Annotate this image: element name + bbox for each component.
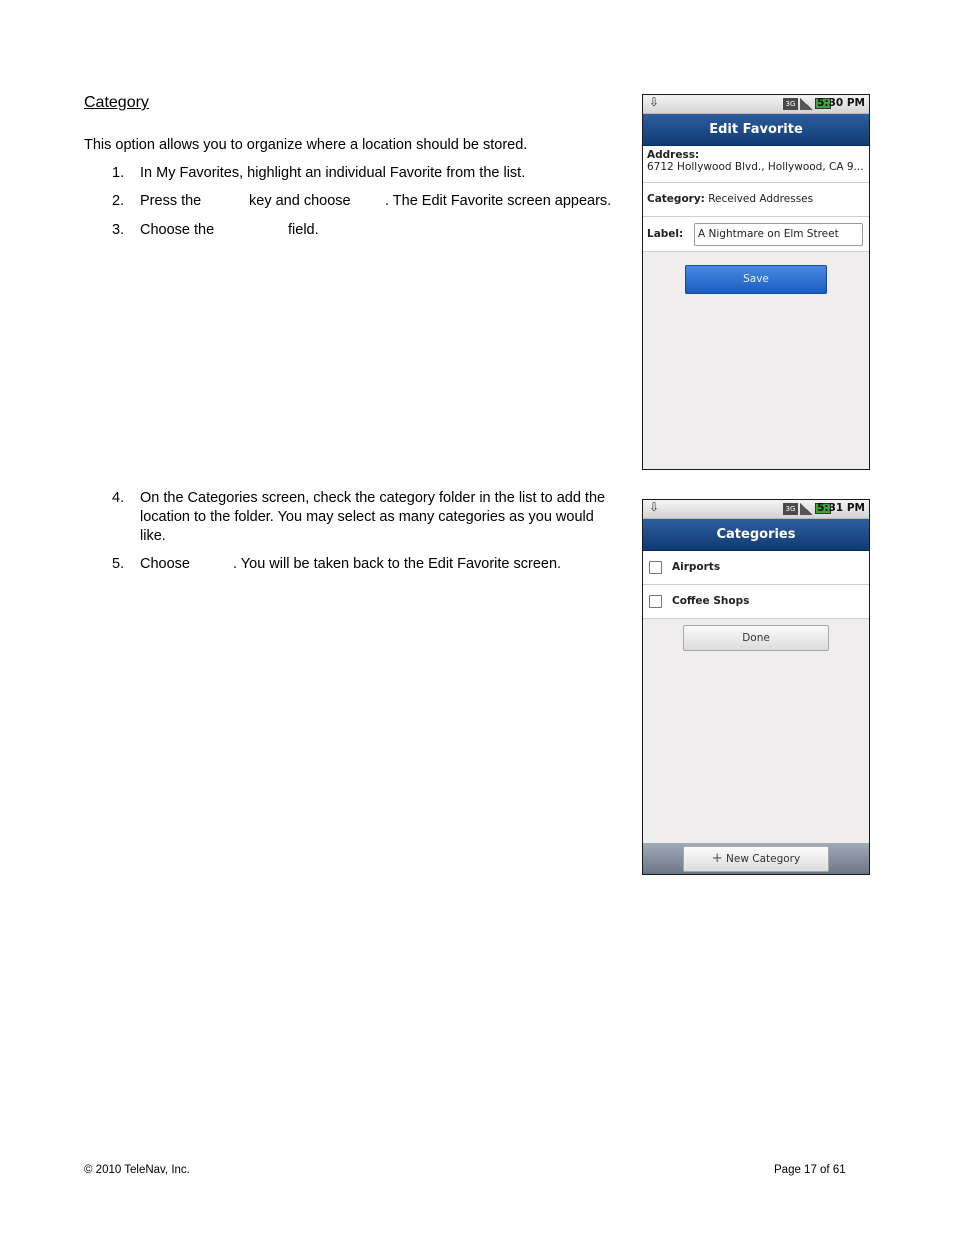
- status-bar: [643, 95, 869, 114]
- signal-icon: [800, 503, 813, 515]
- address-value: 6712 Hollywood Blvd., Hollywood, CA 9...: [647, 161, 864, 173]
- screen-title: Categories: [643, 519, 869, 551]
- category-value: Received Addresses: [708, 193, 814, 205]
- intro-text: This option allows you to organize where a location should be stored.: [84, 137, 528, 153]
- item-label: Coffee Shops: [672, 595, 750, 607]
- edit-favorite-screenshot: [642, 94, 870, 470]
- footer-copyright: © 2010 TeleNav, Inc.: [84, 1164, 190, 1176]
- step-3-number: 3.: [112, 222, 125, 238]
- checkbox-airports[interactable]: [649, 561, 662, 574]
- section-title: Category: [84, 94, 149, 111]
- signal-icon: [800, 98, 813, 110]
- save-button[interactable]: Save: [685, 265, 827, 294]
- category-label: Category:: [647, 193, 705, 205]
- step-5-number: 5.: [112, 556, 125, 572]
- label-input[interactable]: A Nightmare on Elm Street: [694, 223, 863, 246]
- address-row[interactable]: [643, 146, 869, 183]
- done-button[interactable]: Done: [683, 625, 829, 651]
- network-3g-icon: 3G: [783, 98, 798, 110]
- step-3-text-part-2: field.: [288, 222, 319, 238]
- screen-title: Edit Favorite: [643, 114, 869, 146]
- network-3g-icon: 3G: [783, 503, 798, 515]
- item-label: Airports: [672, 561, 721, 573]
- bottom-bar: [643, 843, 869, 874]
- label-row: [643, 217, 869, 252]
- list-item-airports[interactable]: [643, 551, 869, 585]
- new-category-button[interactable]: + New Category: [683, 846, 829, 872]
- status-bar: [643, 500, 869, 519]
- step-2-text-part-2: key and choose: [249, 193, 351, 209]
- plus-icon: +: [711, 851, 723, 866]
- step-3-text-part-1: Choose the: [140, 222, 215, 238]
- step-2-text-part-1: Press the: [140, 193, 202, 209]
- status-time: 5:31 PM: [817, 502, 865, 514]
- categories-screenshot: [642, 499, 870, 875]
- list-item-coffee-shops[interactable]: [643, 585, 869, 619]
- status-time: 5:30 PM: [817, 97, 865, 109]
- step-5-text-part-2: . You will be taken back to the Edit Favorite screen.: [233, 556, 562, 572]
- step-2-number: 2.: [112, 193, 125, 209]
- step-1-text: In My Favorites, highlight an individual Favorite from the list.: [140, 165, 526, 181]
- category-row[interactable]: [643, 183, 869, 217]
- step-2-text-part-3: . The Edit Favorite screen appears.: [385, 193, 612, 209]
- checkbox-coffee-shops[interactable]: [649, 595, 662, 608]
- download-icon: ⇩: [649, 500, 660, 514]
- step-1-number: 1.: [112, 165, 125, 181]
- address-label: Address:: [647, 149, 700, 161]
- step-4-number: 4.: [112, 490, 125, 506]
- step-5-text-part-1: Choose: [140, 556, 190, 572]
- download-icon: ⇩: [649, 95, 660, 109]
- label-label: Label:: [647, 228, 684, 240]
- footer-page-number: Page 17 of 61: [774, 1164, 846, 1176]
- step-4-text: On the Categories screen, check the category folder in the list to add the location to the folder. You may select as many categories as you would like.: [140, 490, 606, 544]
